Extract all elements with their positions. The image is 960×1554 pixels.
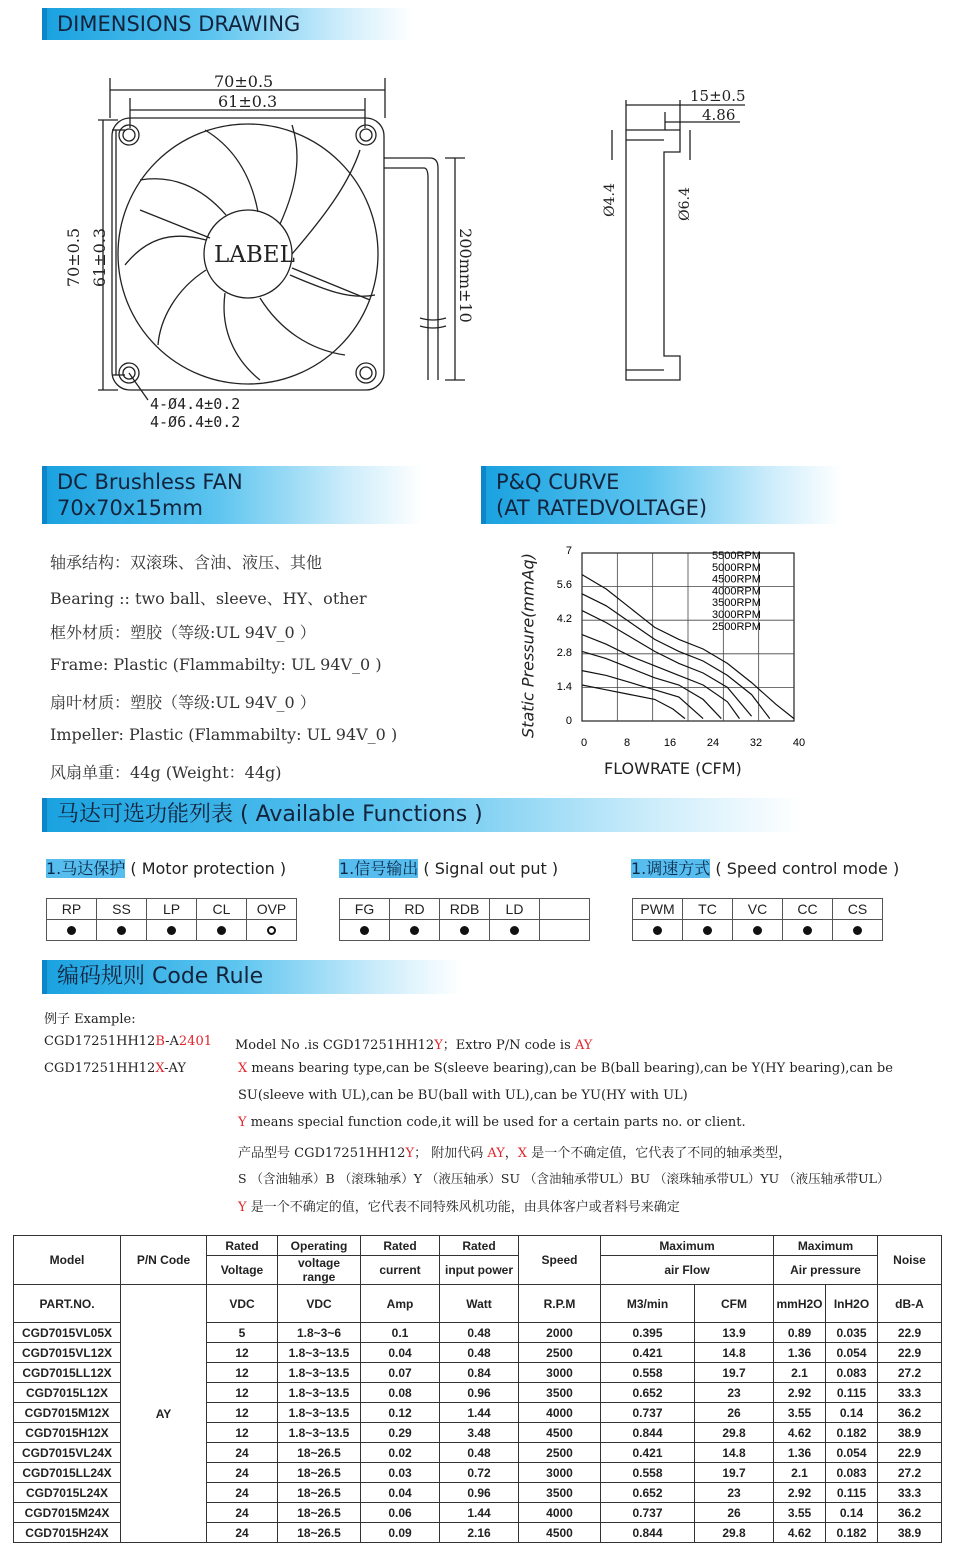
- table-cell: 1.8~3~13.5: [278, 1363, 361, 1383]
- pq-x-tick: 24: [706, 737, 720, 749]
- pq-series-line: [582, 685, 685, 719]
- hole-spec-1: 4-Ø4.4±0.2: [150, 395, 241, 413]
- example-label: 例子 Example:: [44, 1012, 136, 1027]
- th-unit: R.P.M: [519, 1285, 601, 1323]
- solid-dot-icon: [510, 926, 519, 935]
- spec-line: 风扇单重：44g (Weight：44g): [50, 763, 282, 782]
- function-col-label: RDB: [440, 899, 490, 920]
- pq-chart: [500, 540, 830, 790]
- table-cell: 14.8: [695, 1343, 774, 1363]
- table-cell: 0.09: [361, 1523, 440, 1543]
- table-cell: CGD7015VL12X: [14, 1343, 121, 1363]
- table-cell: 0.12: [361, 1403, 440, 1423]
- dim-flange: 4.86: [702, 106, 736, 124]
- table-cell: 1.44: [440, 1503, 519, 1523]
- pq-y-tick: 0: [565, 715, 572, 727]
- pq-legend-entry: 2500RPM: [712, 620, 761, 633]
- table-cell: 26: [695, 1403, 774, 1423]
- table-cell: 0.054: [826, 1443, 878, 1463]
- table-cell: 3.55: [774, 1403, 826, 1423]
- fan-side-drawing: [590, 80, 760, 390]
- function-col-label: RP: [47, 899, 97, 920]
- function-mark: [490, 920, 540, 941]
- pq-banner: [481, 466, 841, 524]
- function-col-label: SS: [97, 899, 147, 920]
- function-col-label: CL: [197, 899, 247, 920]
- functions-title: 马达可选功能列表 ( Available Functions ): [57, 802, 483, 827]
- solid-dot-icon: [653, 926, 662, 935]
- motor-protection-heading: 1.马达保护 ( Motor protection ): [46, 859, 287, 878]
- function-col-label: OVP: [247, 899, 297, 920]
- table-cell: 3000: [519, 1363, 601, 1383]
- table-cell: 12: [207, 1403, 278, 1423]
- pq-x-tick: 0: [580, 737, 588, 749]
- table-cell: 18~26.5: [278, 1503, 361, 1523]
- table-cell: 2.16: [440, 1523, 519, 1543]
- table-cell: 24: [207, 1463, 278, 1483]
- pq-x-tick: 16: [663, 737, 677, 749]
- function-col-label: RD: [390, 899, 440, 920]
- function-mark: [833, 920, 883, 941]
- code-line-y-means: Y means special function code,it will be used for a certain parts no. or client.: [238, 1115, 746, 1130]
- pq-legend-entry: 4500RPM: [712, 573, 761, 586]
- table-cell: 12: [207, 1423, 278, 1443]
- table-cell: 0.84: [440, 1363, 519, 1383]
- dim-d2: Ø6.4: [676, 187, 693, 221]
- table-cell: 0.14: [826, 1503, 878, 1523]
- table-cell: 0.89: [774, 1323, 826, 1343]
- table-cell: 38.9: [878, 1523, 942, 1543]
- table-cell: 23: [695, 1483, 774, 1503]
- table-cell: 22.9: [878, 1343, 942, 1363]
- table-cell: 24: [207, 1503, 278, 1523]
- table-cell: 0.96: [440, 1483, 519, 1503]
- table-cell: CGD7015M24X: [14, 1503, 121, 1523]
- table-cell: 5: [207, 1323, 278, 1343]
- table-cell: 2.92: [774, 1383, 826, 1403]
- function-col-label: CS: [833, 899, 883, 920]
- pq-y-tick: 1.4: [556, 681, 572, 693]
- table-cell: 0.29: [361, 1423, 440, 1443]
- spec-line: Frame: Plastic (Flammabilty: UL 94V_0 ): [50, 655, 382, 674]
- function-mark: [733, 920, 783, 941]
- example-1: CGD17251HH12B-A2401: [44, 1034, 212, 1049]
- table-cell: 24: [207, 1443, 278, 1463]
- function-mark: [540, 920, 590, 941]
- hole-spec-2: 4-Ø6.4±0.2: [150, 413, 241, 431]
- table-cell: 38.9: [878, 1423, 942, 1443]
- table-cell: 0.395: [601, 1323, 695, 1343]
- function-mark: [247, 920, 297, 941]
- table-cell: 3500: [519, 1383, 601, 1403]
- function-col-label: VC: [733, 899, 783, 920]
- table-cell: CGD7015VL24X: [14, 1443, 121, 1463]
- table-cell: 2000: [519, 1323, 601, 1343]
- table-cell: 4000: [519, 1503, 601, 1523]
- dimensions-title: DIMENSIONS DRAWING: [57, 12, 301, 36]
- table-cell: 19.7: [695, 1363, 774, 1383]
- th-unit: Amp: [361, 1285, 440, 1323]
- speed-control-heading: 1.调速方式 ( Speed control mode ): [631, 859, 900, 878]
- th-unit: PART.NO.: [14, 1285, 121, 1323]
- th-speed: Speed: [519, 1236, 601, 1285]
- table-cell: 0.03: [361, 1463, 440, 1483]
- table-cell: CGD7015L12X: [14, 1383, 121, 1403]
- spec-line: 框外材质：塑胶（等级:UL 94V_0 ）: [50, 623, 316, 642]
- table-cell: CGD7015H24X: [14, 1523, 121, 1543]
- spec-table: [13, 1235, 942, 1543]
- pq-banner-line2: (AT RATEDVOLTAGE): [496, 496, 708, 520]
- table-cell: 0.558: [601, 1363, 695, 1383]
- table-cell: 24: [207, 1523, 278, 1543]
- table-cell: 0.14: [826, 1403, 878, 1423]
- table-cell: 22.9: [878, 1443, 942, 1463]
- function-mark: [340, 920, 390, 941]
- table-cell: CGD7015LL12X: [14, 1363, 121, 1383]
- table-cell: 12: [207, 1383, 278, 1403]
- pq-ylabel: Static Pressure(mmAq): [518, 553, 538, 738]
- th-unit: Watt: [440, 1285, 519, 1323]
- table-cell: 18~26.5: [278, 1523, 361, 1543]
- table-cell: 19.7: [695, 1463, 774, 1483]
- table-cell: 3500: [519, 1483, 601, 1503]
- table-cell: 1.8~3~13.5: [278, 1383, 361, 1403]
- solid-dot-icon: [117, 926, 126, 935]
- function-mark: [633, 920, 683, 941]
- table-cell: 0.96: [440, 1383, 519, 1403]
- function-mark: [440, 920, 490, 941]
- solid-dot-icon: [410, 926, 419, 935]
- pq-series-line: [582, 651, 721, 718]
- code-line-model: Model No .is CGD17251HH12Y；Extro P/N code is AY: [235, 1038, 593, 1053]
- pq-legend-entry: 3000RPM: [712, 609, 761, 621]
- table-cell: 12: [207, 1343, 278, 1363]
- solid-dot-icon: [167, 926, 176, 935]
- table-cell: 1.36: [774, 1343, 826, 1363]
- fan-banner-line1: DC Brushless FAN: [57, 470, 243, 494]
- solid-dot-icon: [803, 926, 812, 935]
- pq-series-line: [582, 635, 740, 719]
- th-unit: InH2O: [826, 1285, 878, 1323]
- header-row-1b: Voltage voltage range current input power air Flow Air pressure: [14, 1256, 942, 1285]
- table-cell: CGD7015VL05X: [14, 1323, 121, 1343]
- table-cell: 0.115: [826, 1483, 878, 1503]
- table-cell: 23: [695, 1383, 774, 1403]
- pq-y-ticks: [557, 545, 572, 727]
- table-cell: 0.04: [361, 1483, 440, 1503]
- pq-legend-entry: 5000RPM: [712, 561, 761, 574]
- table-cell: 0.737: [601, 1503, 695, 1523]
- table-cell: CGD7015LL24X: [14, 1463, 121, 1483]
- th-model: Model: [14, 1236, 121, 1285]
- solid-dot-icon: [703, 926, 712, 935]
- code-line-cn-y: Y 是一个不确定的值，它代表不同特殊风机功能，由具体客户或者料号来确定: [238, 1200, 680, 1215]
- pq-y-tick: 4.2: [556, 613, 572, 625]
- table-cell: 0.72: [440, 1463, 519, 1483]
- solid-dot-icon: [460, 926, 469, 935]
- table-cell: 1.8~3~13.5: [278, 1343, 361, 1363]
- table-cell: 0.844: [601, 1523, 695, 1543]
- table-cell: 12: [207, 1363, 278, 1383]
- table-cell: 29.8: [695, 1423, 774, 1443]
- dim-thickness: 15±0.5: [690, 87, 746, 105]
- header-row-1: [14, 1236, 942, 1256]
- table-cell: 2.1: [774, 1363, 826, 1383]
- table-cell: 0.421: [601, 1343, 695, 1363]
- table-cell: CGD7015M12X: [14, 1403, 121, 1423]
- pq-xlabel: FLOWRATE (CFM): [604, 759, 742, 778]
- table-cell: 18~26.5: [278, 1463, 361, 1483]
- dim-width-inner: 61±0.3: [218, 92, 278, 111]
- pq-x-tick: 40: [792, 737, 806, 749]
- table-cell: 0.1: [361, 1323, 440, 1343]
- table-cell: 33.3: [878, 1383, 942, 1403]
- table-cell: 4.62: [774, 1423, 826, 1443]
- pq-grid: [582, 553, 794, 721]
- code-line-cn-bearing: S （含油轴承）B （滚珠轴承）Y （液压轴承）SU （含油轴承带UL）BU （滚珠轴承带UL）YU （液压轴承带UL）: [238, 1171, 890, 1186]
- th-current: Rated: [361, 1236, 440, 1256]
- table-cell: 0.48: [440, 1443, 519, 1463]
- code-rule-banner: [42, 960, 462, 994]
- spec-line: 轴承结构：双滚珠、含油、液压、其他: [50, 553, 323, 572]
- pn-code-cell: AY: [121, 1285, 207, 1543]
- table-cell: 36.2: [878, 1503, 942, 1523]
- dim-d1: Ø4.4: [601, 183, 618, 217]
- table-cell: 27.2: [878, 1363, 942, 1383]
- table-cell: 0.06: [361, 1503, 440, 1523]
- pq-x-tick: 8: [623, 737, 631, 749]
- table-cell: 0.421: [601, 1443, 695, 1463]
- table-cell: 36.2: [878, 1403, 942, 1423]
- function-col-label: TC: [683, 899, 733, 920]
- dim-width-outer: 70±0.5: [214, 72, 274, 91]
- function-col-label: FG: [340, 899, 390, 920]
- header-row-2: [14, 1285, 942, 1323]
- table-cell: 0.07: [361, 1363, 440, 1383]
- cable-length: 200mm±10: [455, 228, 475, 323]
- table-cell: 0.844: [601, 1423, 695, 1443]
- table-cell: 0.182: [826, 1423, 878, 1443]
- table-cell: 2500: [519, 1343, 601, 1363]
- th-noise: Noise: [878, 1236, 942, 1285]
- function-mark: [197, 920, 247, 941]
- table-cell: 0.054: [826, 1343, 878, 1363]
- code-line-cn-model: 产品型号 CGD17251HH12Y； 附加代码 AY，X 是一个不确定值，它代表了不同的轴承类型，: [238, 1146, 792, 1161]
- signal-output-heading: 1.信号输出 ( Signal out put ): [339, 859, 559, 878]
- pq-y-tick: 7: [565, 545, 572, 557]
- function-col-label: LP: [147, 899, 197, 920]
- solid-dot-icon: [67, 926, 76, 935]
- th-unit: dB-A: [878, 1285, 942, 1323]
- function-col-label: [540, 899, 590, 920]
- spec-line: Impeller: Plastic (Flammabilty: UL 94V_0 ): [50, 725, 398, 744]
- pq-legend-entry: 3500RPM: [712, 597, 761, 610]
- table-cell: 0.48: [440, 1343, 519, 1363]
- table-cell: 2500: [519, 1443, 601, 1463]
- solid-dot-icon: [217, 926, 226, 935]
- pq-legend: [712, 550, 761, 633]
- table-cell: 0.737: [601, 1403, 695, 1423]
- pq-x-tick: 32: [749, 737, 763, 749]
- table-cell: 2.92: [774, 1483, 826, 1503]
- pq-y-tick: 2.8: [556, 647, 572, 659]
- th-pn: P/N Code: [121, 1236, 207, 1285]
- table-cell: 2.1: [774, 1463, 826, 1483]
- dim-height-inner: 61±0.3: [90, 227, 110, 288]
- table-cell: 1.8~3~13.5: [278, 1423, 361, 1443]
- spec-line: 扇叶材质：塑胶（等级:UL 94V_0 ）: [50, 693, 316, 712]
- table-cell: 18~26.5: [278, 1443, 361, 1463]
- th-unit: VDC: [207, 1285, 278, 1323]
- table-cell: 14.8: [695, 1443, 774, 1463]
- th-unit: M3/min: [601, 1285, 695, 1323]
- th-flow: Maximum: [601, 1236, 774, 1256]
- table-cell: 0.652: [601, 1383, 695, 1403]
- table-cell: 4.62: [774, 1523, 826, 1543]
- code-rule-title: 编码规则 Code Rule: [57, 964, 264, 989]
- pq-y-tick: 5.6: [556, 579, 572, 591]
- table-cell: 0.083: [826, 1363, 878, 1383]
- table-cell: 0.48: [440, 1323, 519, 1343]
- th-unit: CFM: [695, 1285, 774, 1323]
- speed-control-table: [632, 898, 883, 941]
- function-mark: [683, 920, 733, 941]
- code-line-x-means: X means bearing type,can be S(sleeve bearing),can be B(ball bearing),can be Y(HY bearing),can be: [238, 1061, 893, 1076]
- table-cell: 0.182: [826, 1523, 878, 1543]
- solid-dot-icon: [360, 926, 369, 935]
- dim-height-outer: 70±0.5: [64, 227, 84, 288]
- solid-dot-icon: [853, 926, 862, 935]
- functions-banner: [42, 798, 802, 832]
- table-cell: 0.558: [601, 1463, 695, 1483]
- table-cell: 0.035: [826, 1323, 878, 1343]
- function-col-label: PWM: [633, 899, 683, 920]
- table-cell: 3000: [519, 1463, 601, 1483]
- table-cell: 3.48: [440, 1423, 519, 1443]
- table-cell: 18~26.5: [278, 1483, 361, 1503]
- table-cell: 22.9: [878, 1323, 942, 1343]
- solid-dot-icon: [753, 926, 762, 935]
- table-cell: 1.44: [440, 1403, 519, 1423]
- th-range: Operating: [278, 1236, 361, 1256]
- table-cell: CGD7015L24X: [14, 1483, 121, 1503]
- table-cell: 0.083: [826, 1463, 878, 1483]
- th-unit: mmH2O: [774, 1285, 826, 1323]
- table-cell: CGD7015H12X: [14, 1423, 121, 1443]
- table-cell: 13.9: [695, 1323, 774, 1343]
- function-mark: [147, 920, 197, 941]
- th-pressure: Maximum: [774, 1236, 878, 1256]
- th-unit: VDC: [278, 1285, 361, 1323]
- pq-legend-entry: 4000RPM: [712, 585, 761, 598]
- table-cell: 4500: [519, 1423, 601, 1443]
- pq-x-ticks: [581, 737, 805, 749]
- th-voltage: Rated: [207, 1236, 278, 1256]
- fan-label-text: LABEL: [214, 242, 295, 268]
- pq-banner-line1: P&Q CURVE: [496, 470, 620, 494]
- function-mark: [97, 920, 147, 941]
- table-cell: 0.652: [601, 1483, 695, 1503]
- motor-protection-table: [46, 898, 297, 941]
- function-mark: [783, 920, 833, 941]
- table-cell: 0.02: [361, 1443, 440, 1463]
- table-cell: 1.8~3~13.5: [278, 1403, 361, 1423]
- table-cell: 0.115: [826, 1383, 878, 1403]
- function-mark: [47, 920, 97, 941]
- dimensions-banner: [42, 8, 412, 40]
- table-cell: 27.2: [878, 1463, 942, 1483]
- code-line-x-cont: SU(sleeve with UL),can be BU(ball with UL),can be YU(HY with UL): [238, 1088, 688, 1103]
- spec-line: Bearing :: two ball、sleeve、HY、other: [50, 589, 367, 608]
- function-mark: [390, 920, 440, 941]
- function-col-label: LD: [490, 899, 540, 920]
- table-cell: 3.55: [774, 1503, 826, 1523]
- table-cell: 0.08: [361, 1383, 440, 1403]
- table-cell: 4500: [519, 1523, 601, 1543]
- table-cell: 33.3: [878, 1483, 942, 1503]
- table-cell: 24: [207, 1483, 278, 1503]
- table-cell: 29.8: [695, 1523, 774, 1543]
- table-cell: 26: [695, 1503, 774, 1523]
- table-cell: 4000: [519, 1403, 601, 1423]
- function-col-label: CC: [783, 899, 833, 920]
- pq-legend-entry: 5500RPM: [712, 550, 761, 562]
- example-2: CGD17251HH12X-AY: [44, 1061, 186, 1076]
- hollow-dot-icon: [267, 926, 276, 935]
- table-cell: 1.36: [774, 1443, 826, 1463]
- fan-banner: [42, 466, 422, 524]
- fan-banner-line2: 70x70x15mm: [57, 496, 203, 520]
- table-cell: 1.8~3~6: [278, 1323, 361, 1343]
- th-power: Rated: [440, 1236, 519, 1256]
- table-cell: 0.04: [361, 1343, 440, 1363]
- signal-output-table: [339, 898, 590, 941]
